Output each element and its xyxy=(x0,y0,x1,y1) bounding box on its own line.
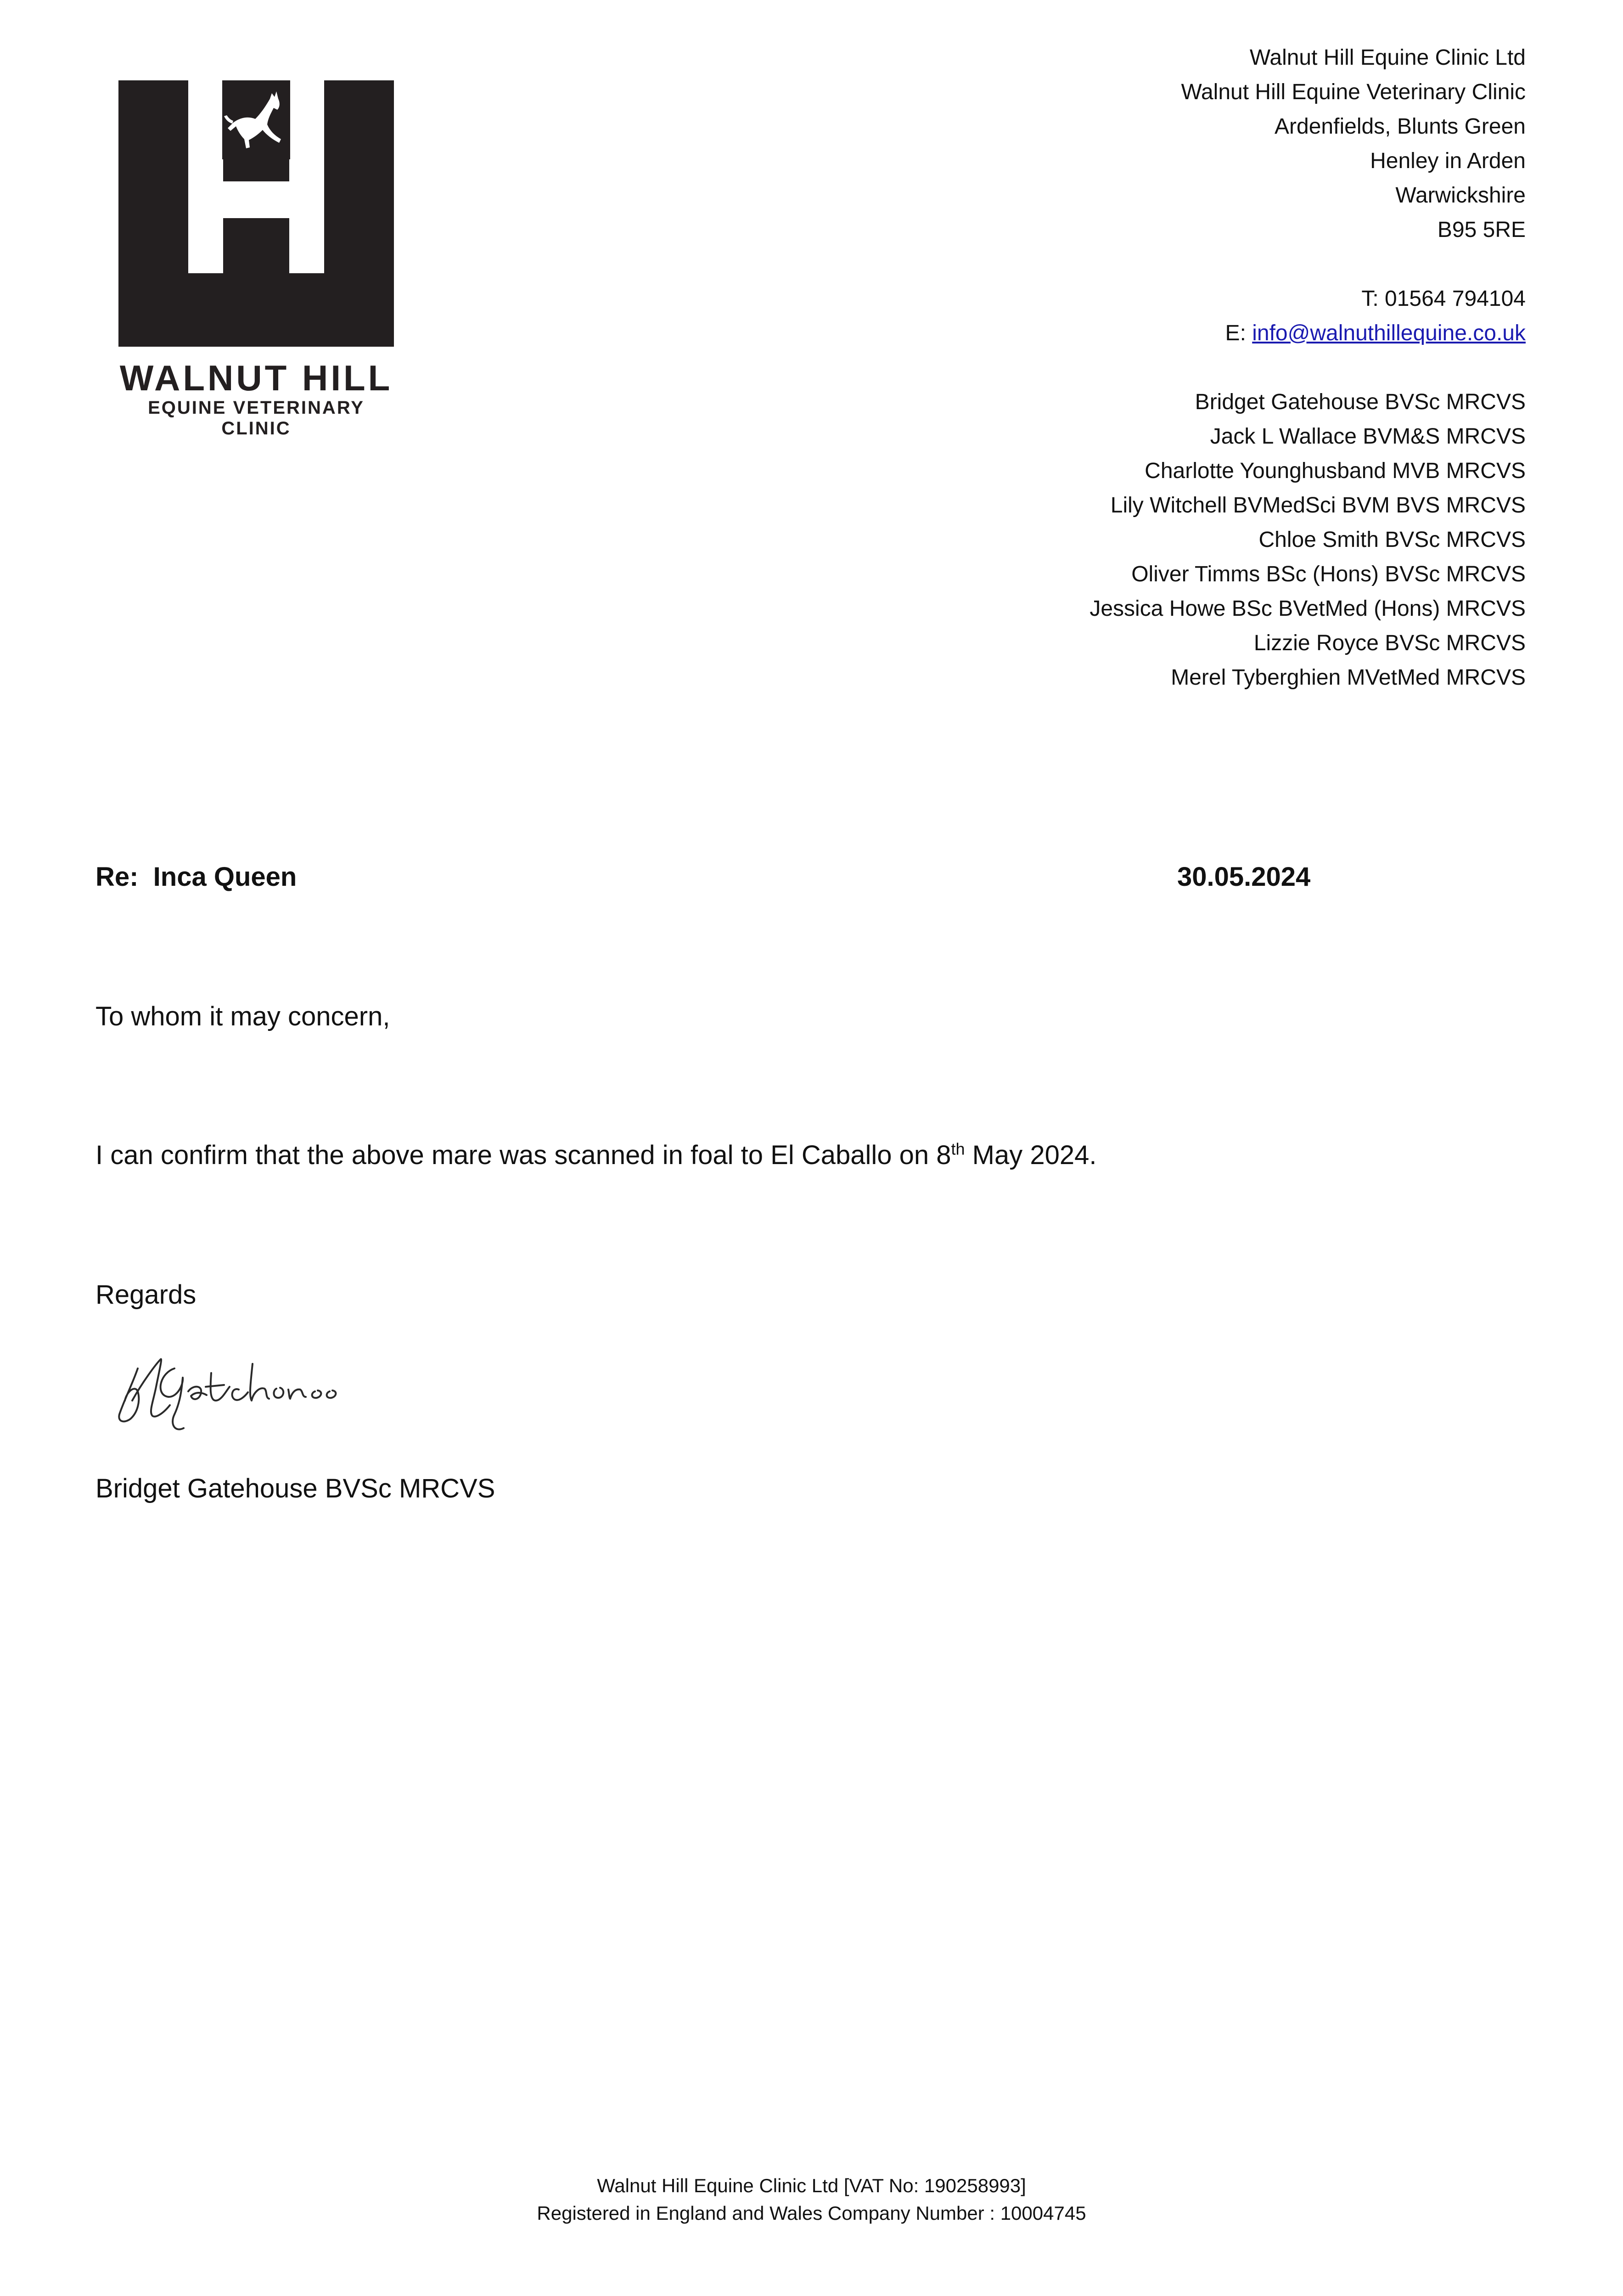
handwritten-signature xyxy=(106,1341,399,1449)
logo-subtitle: EQUINE VETERINARY CLINIC xyxy=(148,398,365,439)
vet-name: Jessica Howe BSc BVetMed (Hons) MRCVS xyxy=(1089,597,1526,621)
vet-name: Oliver Timms BSc (Hons) BVSc MRCVS xyxy=(1131,562,1526,586)
vet-name: Jack L Wallace BVM&S MRCVS xyxy=(1210,424,1526,449)
address-line: Warwickshire xyxy=(1395,183,1526,208)
address-line: Walnut Hill Equine Clinic Ltd xyxy=(1249,45,1526,70)
body-text-main: I can confirm that the above mare was scanned in foal to El Caballo on 8 xyxy=(95,1140,951,1170)
body-text-end: May 2024. xyxy=(965,1140,1097,1170)
address-line: Walnut Hill Equine Veterinary Clinic xyxy=(1181,80,1526,104)
email-link[interactable]: info@walnuthillequine.co.uk xyxy=(1252,321,1526,345)
clinic-logo xyxy=(118,80,394,347)
phone-number: T: 01564 794104 xyxy=(1361,287,1526,311)
letter-body xyxy=(95,1140,1097,1171)
vet-name: Lizzie Royce BVSc MRCVS xyxy=(1253,631,1526,655)
logo-bar-right xyxy=(289,80,324,273)
body-text-superscript: th xyxy=(951,1139,965,1159)
footer-registration-line: Registered in England and Wales Company Number : 10004745 xyxy=(537,2202,1086,2224)
email-prefix: E: xyxy=(1225,321,1252,345)
address-line: Henley in Arden xyxy=(1370,149,1526,173)
logo-bar-left xyxy=(188,80,223,273)
signatory-name: Bridget Gatehouse BVSc MRCVS xyxy=(95,1474,495,1503)
horse-icon xyxy=(222,80,290,159)
letter-greeting: To whom it may concern, xyxy=(95,1002,390,1031)
footer-vat-line: Walnut Hill Equine Clinic Ltd [VAT No: 190258993] xyxy=(597,2175,1026,2196)
page-footer xyxy=(0,2172,1623,2227)
letter-closing: Regards xyxy=(95,1280,197,1310)
logo-bar-middle xyxy=(188,181,324,218)
email-line xyxy=(1089,316,1526,350)
letter-date: 30.05.2024 xyxy=(1177,862,1311,892)
logo-name: WALNUT HILL xyxy=(119,358,393,398)
vet-name: Charlotte Younghusband MVB MRCVS xyxy=(1145,459,1526,483)
letter-subject: Re: Inca Queen xyxy=(95,862,297,892)
address-postcode: B95 5RE xyxy=(1437,218,1526,242)
vet-name: Merel Tyberghien MVetMed MRCVS xyxy=(1171,665,1526,690)
address-line: Ardenfields, Blunts Green xyxy=(1275,114,1526,139)
vet-name: Chloe Smith BVSc MRCVS xyxy=(1258,528,1526,552)
vet-name: Lily Witchell BVMedSci BVM BVS MRCVS xyxy=(1110,493,1526,518)
vet-name: Bridget Gatehouse BVSc MRCVS xyxy=(1195,390,1526,414)
clinic-address-block xyxy=(1089,40,1526,695)
